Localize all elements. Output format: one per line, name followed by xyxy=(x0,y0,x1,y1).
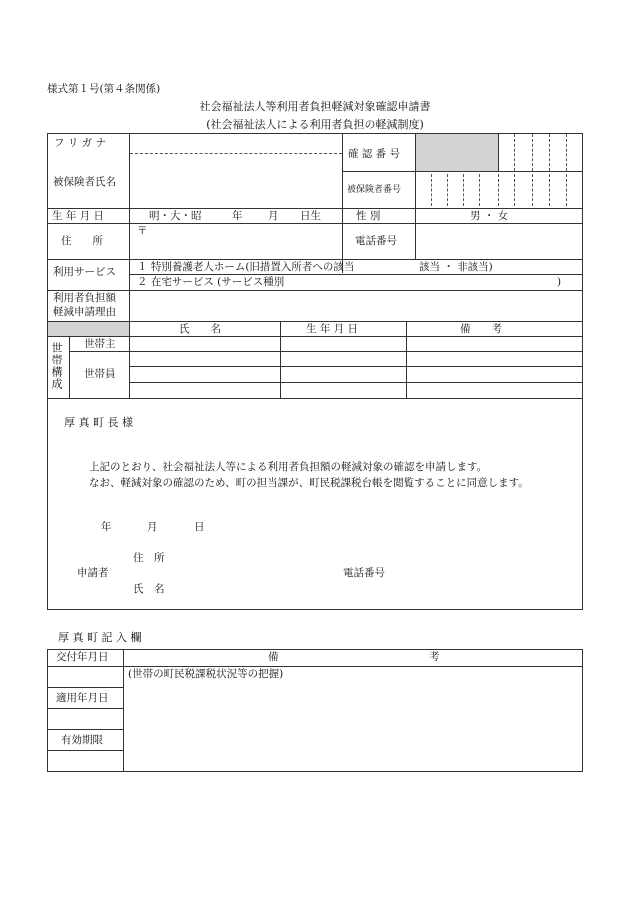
office-remarks-header-2: 考 xyxy=(429,651,440,663)
applied-date-label: 適用年月日 xyxy=(56,692,109,704)
form-number: 様式第１号(第４条関係) xyxy=(47,83,161,95)
insured-name-field[interactable] xyxy=(131,155,341,206)
application-date-day-unit: 日 xyxy=(194,521,205,533)
birth-month-unit: 月 xyxy=(268,210,279,222)
applicant-address-field[interactable] xyxy=(186,550,336,565)
issue-date-label: 交付年月日 xyxy=(56,651,109,663)
application-statement-line-1: 上記のとおり、社会福祉法人等による利用者負担額の軽減対象の確認を申請します。 xyxy=(89,461,488,473)
office-use-title: 厚 真 町 記 入 欄 xyxy=(58,631,142,644)
service-option-close-paren: ) xyxy=(557,276,562,288)
service-option-nursing-home-choice[interactable]: 該当 ・ 非該当) xyxy=(419,261,493,273)
expiry-field[interactable] xyxy=(49,752,122,771)
application-date-year-unit: 年 xyxy=(101,521,112,533)
household-member-2-name-field[interactable] xyxy=(131,368,279,381)
service-option-home-care[interactable]: ２ 在宅サービス (サービス種別 xyxy=(137,276,285,288)
issue-date-field[interactable] xyxy=(49,668,122,686)
sex-options[interactable]: 男 ・ 女 xyxy=(470,210,509,222)
sex-label: 性 別 xyxy=(356,210,381,222)
applicant-name-field[interactable] xyxy=(186,581,336,596)
office-remarks-field[interactable] xyxy=(125,684,581,771)
phone-field[interactable] xyxy=(417,225,581,257)
confirm-number-label: 確 認 番 号 xyxy=(348,148,401,160)
form-subtitle: (社会福祉法人による利用者負担の軽減制度) xyxy=(206,118,424,131)
applicant-label: 申請者 xyxy=(77,567,109,579)
applicant-phone-field[interactable] xyxy=(400,565,570,580)
addressee: 厚 真 町 長 様 xyxy=(64,416,133,429)
address-field[interactable] xyxy=(150,225,340,257)
household-member-1-name-field[interactable] xyxy=(131,353,279,365)
reason-label-line-2: 軽減申請理由 xyxy=(53,306,116,318)
phone-label: 電話番号 xyxy=(355,235,397,247)
confirm-number-shaded-cell xyxy=(416,134,498,171)
applicant-address-label: 住 所 xyxy=(133,552,165,564)
insured-name-label: 被保険者氏名 xyxy=(53,176,116,188)
reduction-reason-field[interactable] xyxy=(131,292,581,319)
form-title: 社会福祉法人等利用者負担軽減対象確認申請書 xyxy=(199,100,431,113)
office-remarks-header-1: 備 xyxy=(268,651,279,663)
expiry-label: 有効期限 xyxy=(61,734,103,746)
household-member-label: 世帯員 xyxy=(84,368,116,380)
address-label: 住 所 xyxy=(61,235,103,247)
birth-day-unit: 日生 xyxy=(300,210,321,222)
office-remarks-note: (世帯の町民税課税状況等の把握) xyxy=(128,668,284,680)
application-statement-line-2: なお、軽減対象の確認のため、町の担当課が、町民税課税台帳を閲覧することに同意します。 xyxy=(89,477,529,489)
applicant-name-label: 氏 名 xyxy=(133,583,165,595)
furigana-field[interactable] xyxy=(131,135,341,152)
household-header-shaded-cell xyxy=(48,322,129,336)
applied-date-field[interactable] xyxy=(49,710,122,728)
household-head-name-field[interactable] xyxy=(131,338,279,350)
furigana-label: フ リ ガ ナ xyxy=(54,137,107,149)
household-group-label: 世帯構成 xyxy=(50,342,63,390)
birth-year-unit: 年 xyxy=(232,210,243,222)
reason-label-line-1: 利用者負担額 xyxy=(53,292,116,304)
household-head-label: 世帯主 xyxy=(84,338,116,350)
household-col-name: 氏 名 xyxy=(179,323,221,335)
household-col-remarks: 備 考 xyxy=(460,323,502,335)
household-col-birthdate: 生 年 月 日 xyxy=(306,323,359,335)
applicant-phone-label: 電話番号 xyxy=(343,567,385,579)
postal-mark: 〒 xyxy=(137,225,148,237)
service-label: 利用サービス xyxy=(53,266,116,278)
birthdate-label: 生 年 月 日 xyxy=(52,210,105,222)
application-date-month-unit: 月 xyxy=(147,521,158,533)
service-option-nursing-home[interactable]: １ 特別養護老人ホーム(旧措置入所者への該当 xyxy=(137,261,355,273)
household-member-3-name-field[interactable] xyxy=(131,384,279,397)
insured-number-label: 被保険者番号 xyxy=(347,185,402,195)
birthdate-era-options[interactable]: 明・大・昭 xyxy=(149,210,202,222)
